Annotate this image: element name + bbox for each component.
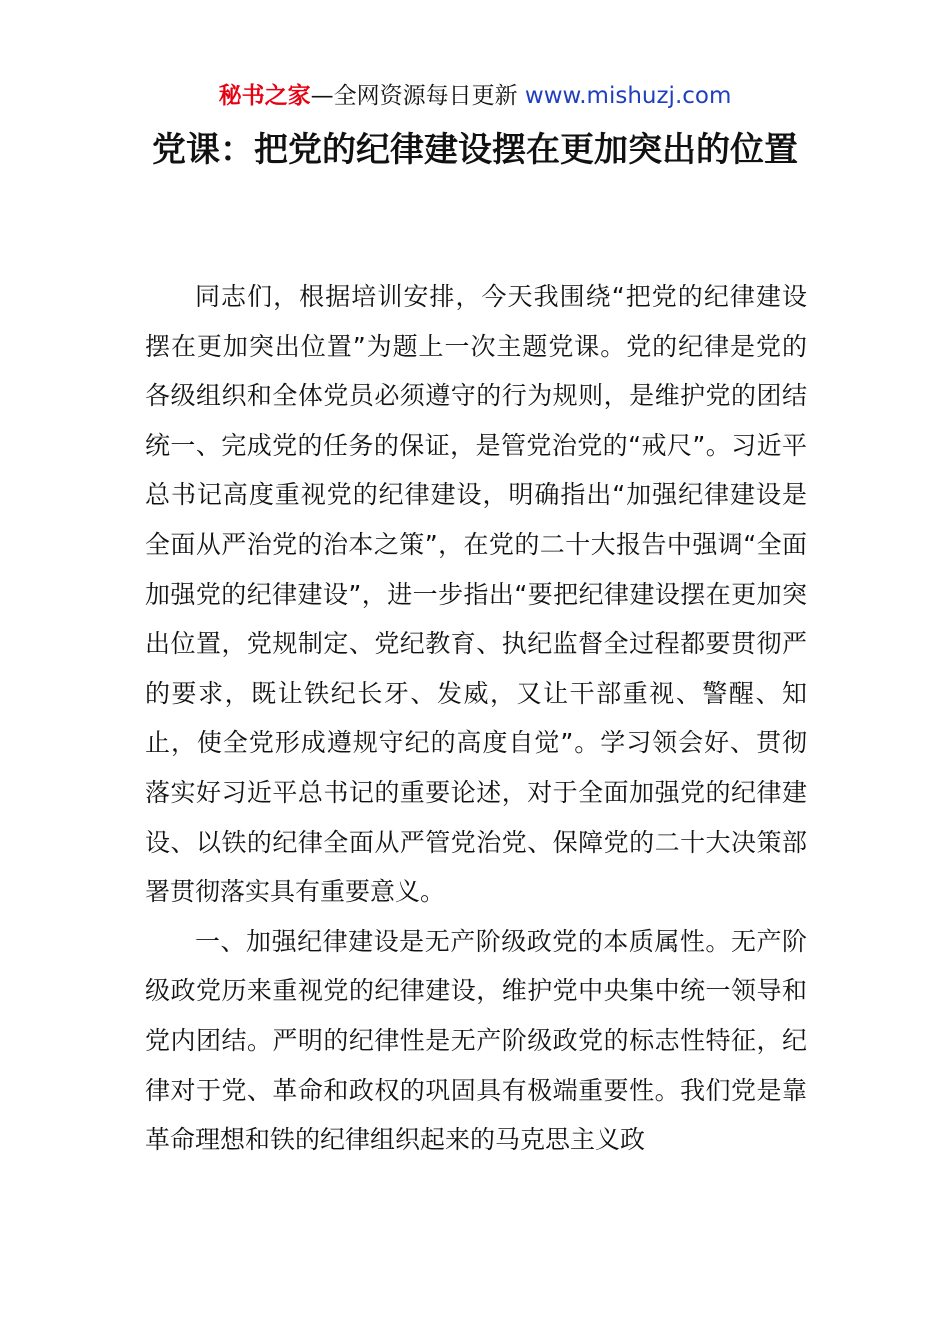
- site-brand: 秘书之家: [218, 83, 311, 109]
- site-header: [0, 80, 950, 112]
- document-body: [145, 272, 807, 1165]
- paragraph-intro: 同志们，根据培训安排，今天我围绕“把党的纪律建设摆在更加突出位置”为题上一次主题党课。党的纪律是党的各级组织和全体党员必须遵守的行为规则，是维护党的团结统一、完成党的任务的保证，是管党治党的“戒尺”。习近平总书记高度重视党的纪律建设，明确指出“加强纪律建设是全面从严治党的治本之策”，在党的二十大报告中强调“全面加强党的纪律建设”，进一步指出“要把纪律建设摆在更加突出位置，党规制定、党纪教育、执纪监督全过程都要贯彻严的要求，既让铁纪长牙、发威，又让干部重视、警醒、知止，使全党形成遵规守纪的高度自觉”。学习领会好、贯彻落实好习近平总书记的重要论述，对于全面加强党的纪律建设、以铁的纪律全面从严管党治党、保障党的二十大决策部署贯彻落实具有重要意义。: [145, 282, 807, 907]
- paragraph-section-one: 一、加强纪律建设是无产阶级政党的本质属性。无产阶级政党历来重视党的纪律建设，维护党中央集中统一领导和党内团结。严明的纪律性是无产阶级政党的标志性特征，纪律对于党、革命和政权的巩固具有极端重要性。我们党是靠革命理想和铁的纪律组织起来的马克思主义政: [145, 926, 807, 1155]
- site-tagline: —全网资源每日更新: [310, 83, 525, 109]
- site-url-link[interactable]: www.mishuzj.com: [524, 83, 732, 109]
- document-title: 党课：把党的纪律建设摆在更加突出的位置: [152, 130, 798, 170]
